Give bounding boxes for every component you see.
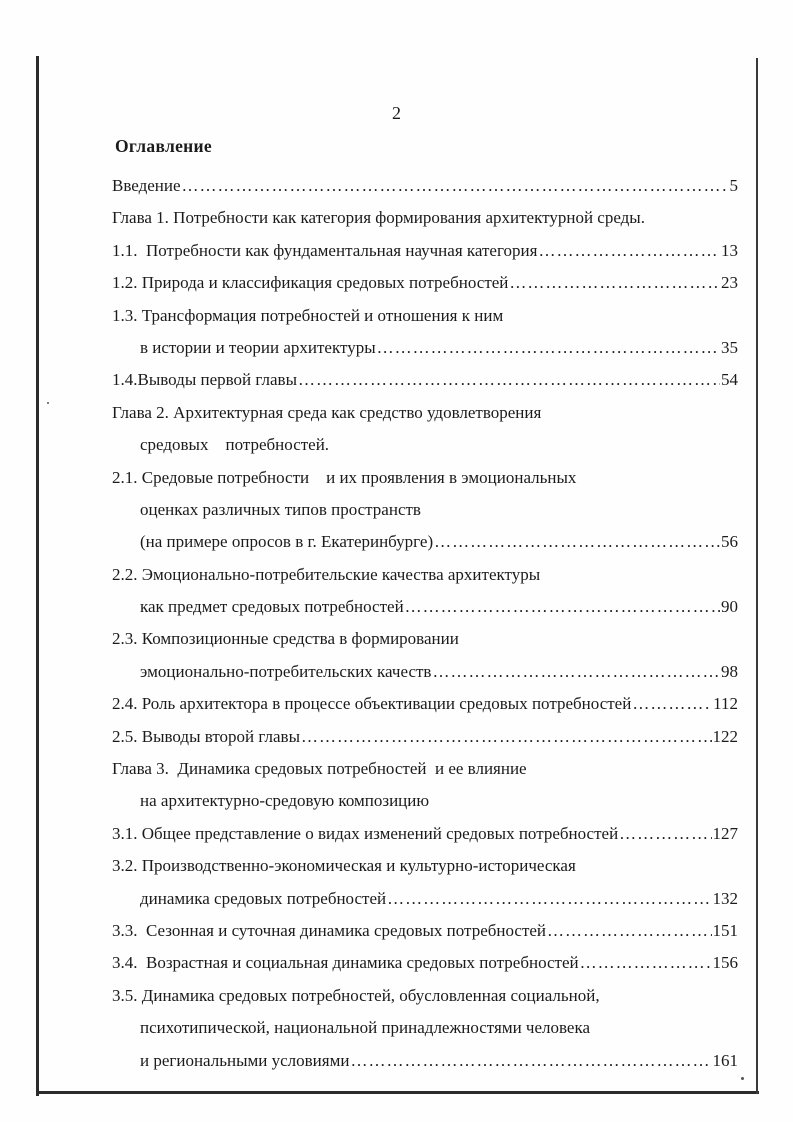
toc-entry-label: 1.1. Потребности как фундаментальная научная категория: [112, 240, 538, 260]
toc-entry-label: и региональными условиями: [140, 1050, 350, 1070]
toc-entry-label: Глава 2. Архитектурная среда как средство удовлетворения: [112, 402, 542, 422]
toc-entry-label: динамика средовых потребностей: [140, 888, 387, 908]
scan-speck: [741, 1077, 744, 1080]
toc-entry-label: Глава 1. Потребности как категория формирования архитектурной среды.: [112, 208, 645, 228]
toc-line: [112, 915, 738, 947]
toc-entry-page: 35: [721, 337, 738, 357]
toc-entry-label: 2.3. Композиционные средства в формировании: [112, 629, 459, 649]
toc-line: [112, 721, 738, 753]
toc-line: [112, 980, 738, 1012]
toc-entry-label: 2.5. Выводы второй главы: [112, 726, 300, 746]
toc-entry-page: 98: [721, 661, 738, 681]
dot-leader: [182, 170, 729, 202]
toc-line: [112, 170, 738, 202]
dot-leader: [301, 721, 712, 753]
toc-entry-label: (на примере опросов в г. Екатеринбурге): [140, 532, 434, 552]
toc-entry-page: 161: [712, 1050, 738, 1070]
toc-line: [112, 1012, 738, 1044]
dot-leader: [298, 364, 720, 396]
toc-entry-label: как предмет средовых потребностей: [140, 597, 404, 617]
toc-entry-label: психотипической, национальной принадлежностями человека: [140, 1018, 591, 1038]
toc-list: [112, 170, 738, 1077]
toc-entry-page: 23: [721, 273, 738, 293]
toc-line: [112, 494, 738, 526]
toc-entry-page: 54: [721, 370, 738, 390]
toc-line: [112, 559, 738, 591]
scan-edge-right: [756, 58, 758, 1094]
toc-entry-label: 1.4.Выводы первой главы: [112, 370, 297, 390]
toc-line: [112, 462, 738, 494]
toc-line: [112, 300, 738, 332]
toc-line: [112, 332, 738, 364]
toc-entry-label: 3.5. Динамика средовых потребностей, обусловленная социальной,: [112, 985, 600, 1005]
toc-line: [112, 883, 738, 915]
dot-leader: [432, 656, 720, 688]
toc-entry-label: 3.3. Сезонная и суточная динамика средовых потребностей: [112, 920, 547, 940]
toc-entry-label: 2.1. Средовые потребности и их проявления в эмоциональных: [112, 467, 577, 487]
toc-entry-label: в истории и теории архитектуры: [140, 337, 376, 357]
toc-entry-page: 112: [713, 694, 738, 714]
toc-line: [112, 623, 738, 655]
toc-entry-page: 122: [712, 726, 738, 746]
toc-line: [112, 397, 738, 429]
toc-line: [112, 785, 738, 817]
toc-line: [112, 656, 738, 688]
toc-heading: Оглавление: [115, 136, 212, 156]
dot-leader: [619, 818, 711, 850]
page-number: 2: [392, 103, 401, 123]
toc-entry-label: средовых потребностей.: [140, 435, 330, 455]
dot-leader: [350, 1045, 711, 1077]
toc-line: [112, 688, 738, 720]
toc-entry-page: 127: [712, 823, 738, 843]
toc-line: [112, 753, 738, 785]
toc-line: [112, 267, 738, 299]
dot-leader: [538, 235, 720, 267]
toc-entry-page: 56: [721, 532, 738, 552]
toc-line: [112, 235, 738, 267]
toc-line: [112, 850, 738, 882]
dot-leader: [377, 332, 720, 364]
toc-line: [112, 364, 738, 396]
toc-entry-label: 1.3. Трансформация потребностей и отношения к ним: [112, 305, 504, 325]
toc-entry-label: на архитектурно-средовую композицию: [140, 791, 430, 811]
scan-edge-bottom: [36, 1091, 759, 1094]
scan-speck: [47, 402, 49, 404]
toc-entry-page: 132: [712, 888, 738, 908]
dot-leader: [632, 688, 712, 720]
toc-line: [112, 818, 738, 850]
dot-leader: [434, 526, 720, 558]
toc-entry-label: 3.1. Общее представление о видах изменений средовых потребностей: [112, 823, 619, 843]
toc-entry-label: 2.2. Эмоционально-потребительские качества архитектуры: [112, 564, 541, 584]
toc-entry-label: Глава 3. Динамика средовых потребностей и ее влияние: [112, 759, 527, 779]
toc-entry-label: 3.4. Возрастная и социальная динамика средовых потребностей: [112, 953, 579, 973]
toc-entry-page: 13: [721, 240, 738, 260]
toc-entry-label: оценках различных типов пространств: [140, 499, 421, 519]
dot-leader: [387, 883, 711, 915]
toc-line: [112, 526, 738, 558]
scan-edge-left: [36, 56, 39, 1096]
toc-line: [112, 591, 738, 623]
dot-leader: [509, 267, 720, 299]
toc-line: [112, 202, 738, 234]
toc-line: [112, 947, 738, 979]
dot-leader: [580, 947, 712, 979]
toc-entry-page: 90: [721, 597, 738, 617]
toc-entry-label: эмоционально-потребительских качеств: [140, 661, 432, 681]
dot-leader: [405, 591, 720, 623]
toc-line: [112, 1045, 738, 1077]
toc-entry-label: Введение: [112, 176, 181, 195]
toc-entry-page: 156: [712, 953, 738, 973]
toc-line: [112, 429, 738, 461]
toc-entry-label: 2.4. Роль архитектора в процессе объективации средовых потребностей: [112, 694, 632, 714]
toc-entry-page: 151: [712, 920, 738, 940]
toc-entry-page: 5: [729, 176, 738, 195]
toc-entry-label: 3.2. Производственно-экономическая и культурно-историческая: [112, 856, 576, 876]
toc-entry-label: 1.2. Природа и классификация средовых потребностей: [112, 273, 509, 293]
dot-leader: [547, 915, 711, 947]
